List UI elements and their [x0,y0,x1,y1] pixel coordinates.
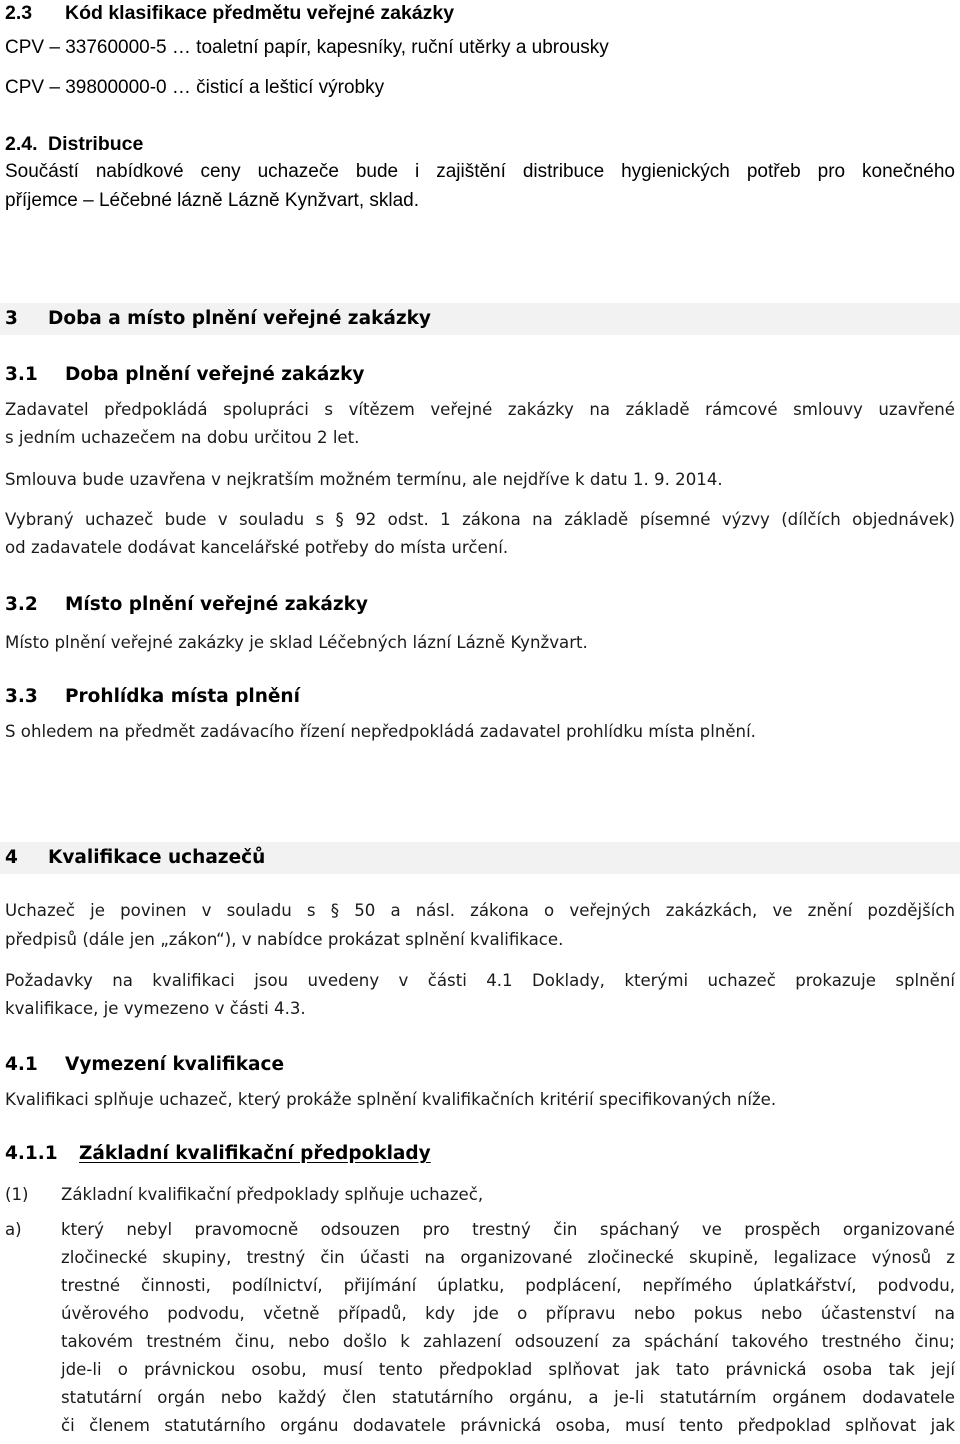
item-a-line-5: takovém trestném činu, nebo došlo k zahlazení odsouzení za spáchání takového trestného činu; [61,1332,955,1351]
section-4-1-number: 4.1 [5,1054,38,1075]
section-3-2-number: 3.2 [5,594,38,615]
cpv-line-2: CPV – 39800000-0 … čisticí a lešticí výrobky [5,77,385,98]
distribution-line-1: Součástí nabídkové ceny uchazeče bude i zajištění distribuce hygienických potřeb pro konečného [5,161,955,182]
item-a-line-7: statutární orgán nebo každý člen statutárního orgánu, a je-li statutárním orgánem dodavatele [61,1388,955,1407]
section-3-3-title: Prohlídka místa plnění [65,686,300,707]
list-item-a-marker: a) [5,1220,22,1239]
item-a-line-3: trestné činnosti, podílnictví, přijímání úplatku, podplácení, nepřímého úplatkářství, podvodu, [61,1276,955,1295]
list-item-1-marker: (1) [5,1185,29,1204]
s3-3-line-1: S ohledem na předmět zadávacího řízení nepředpokládá zadavatel prohlídku místa plnění. [5,722,756,741]
s4-line-1: Uchazeč je povinen v souladu s § 50 a násl. zákona o veřejných zakázkách, ve znění pozdějších [5,901,955,920]
section-3-1-title: Doba plnění veřejné zakázky [65,364,365,385]
s3-2-line-1: Místo plnění veřejné zakázky je sklad Léčebných lázní Lázně Kynžvart. [5,633,588,652]
s3-1-line-5: od zadavatele dodávat kancelářské potřeby do místa určení. [5,538,509,557]
section-2-4-title: Distribuce [48,133,144,155]
s3-1-line-2: s jedním uchazečem na dobu určitou 2 let. [5,428,360,447]
section-3-3-number: 3.3 [5,686,38,707]
item-a-line-4: úvěrového podvodu, včetně případů, kdy jde o přípravu nebo pokus nebo účastenství na [61,1304,955,1323]
s4-line-4: kvalifikace, je vymezeno v části 4.3. [5,999,306,1018]
s3-1-line-4: Vybraný uchazeč bude v souladu s § 92 odst. 1 zákona na základě písemné výzvy (dílčích objednávek) [5,510,955,529]
s4-line-2: předpisů (dále jen „zákon“), v nabídce prokázat splnění kvalifikace. [5,930,564,949]
section-3-2-title: Místo plnění veřejné zakázky [65,594,368,615]
list-item-1-text: Základní kvalifikační předpoklady splňuje uchazeč, [61,1185,484,1204]
s4-line-3: Požadavky na kvalifikaci jsou uvedeny v části 4.1 Doklady, kterými uchazeč prokazuje splnění [5,971,955,990]
item-a-line-2: zločinecké skupiny, trestný čin účasti na organizované zločinecké skupině, legalizace výnosů z [61,1248,955,1267]
cpv-line-1: CPV – 33760000-5 … toaletní papír, kapesníky, ruční utěrky a ubrousky [5,37,609,58]
item-a-line-8: či členem statutárního orgánu dodavatele právnická osoba, musí tento předpoklad splňovat jak [61,1416,955,1435]
s3-1-line-3: Smlouva bude uzavřena v nejkratším možném termínu, ale nejdříve k datu 1. 9. 2014. [5,470,723,489]
s4-1-line-1: Kvalifikaci splňuje uchazeč, který prokáže splnění kvalifikačních kritérií specifikovaných níže. [5,1090,777,1109]
item-a-line-1: který nebyl pravomocně odsouzen pro trestný čin spáchaný ve prospěch organizované [61,1220,955,1239]
s3-1-line-1: Zadavatel předpokládá spolupráci s vítězem veřejné zakázky na základě rámcové smlouvy uzavřené [5,400,955,419]
section-3-1-number: 3.1 [5,364,38,385]
section-3-number: 3 [5,308,18,329]
distribution-line-2: příjemce – Léčebné lázně Lázně Kynžvart, sklad. [5,190,420,211]
section-4-title: Kvalifikace uchazečů [48,847,266,868]
section-2-3-title: Kód klasifikace předmětu veřejné zakázky [65,2,455,24]
section-2-3-number: 2.3 [5,2,33,24]
section-4-number: 4 [5,847,18,868]
section-2-4-number: 2.4. [5,133,38,155]
section-3-title: Doba a místo plnění veřejné zakázky [48,308,431,329]
section-4-1-1-title: Základní kvalifikační předpoklady [79,1143,431,1164]
item-a-line-6: jde-li o právnickou osobu, musí tento předpoklad splňovat jak tato právnická osoba tak její [61,1360,955,1379]
section-4-1-1-number: 4.1.1 [5,1143,58,1164]
section-4-1-title: Vymezení kvalifikace [65,1054,285,1075]
